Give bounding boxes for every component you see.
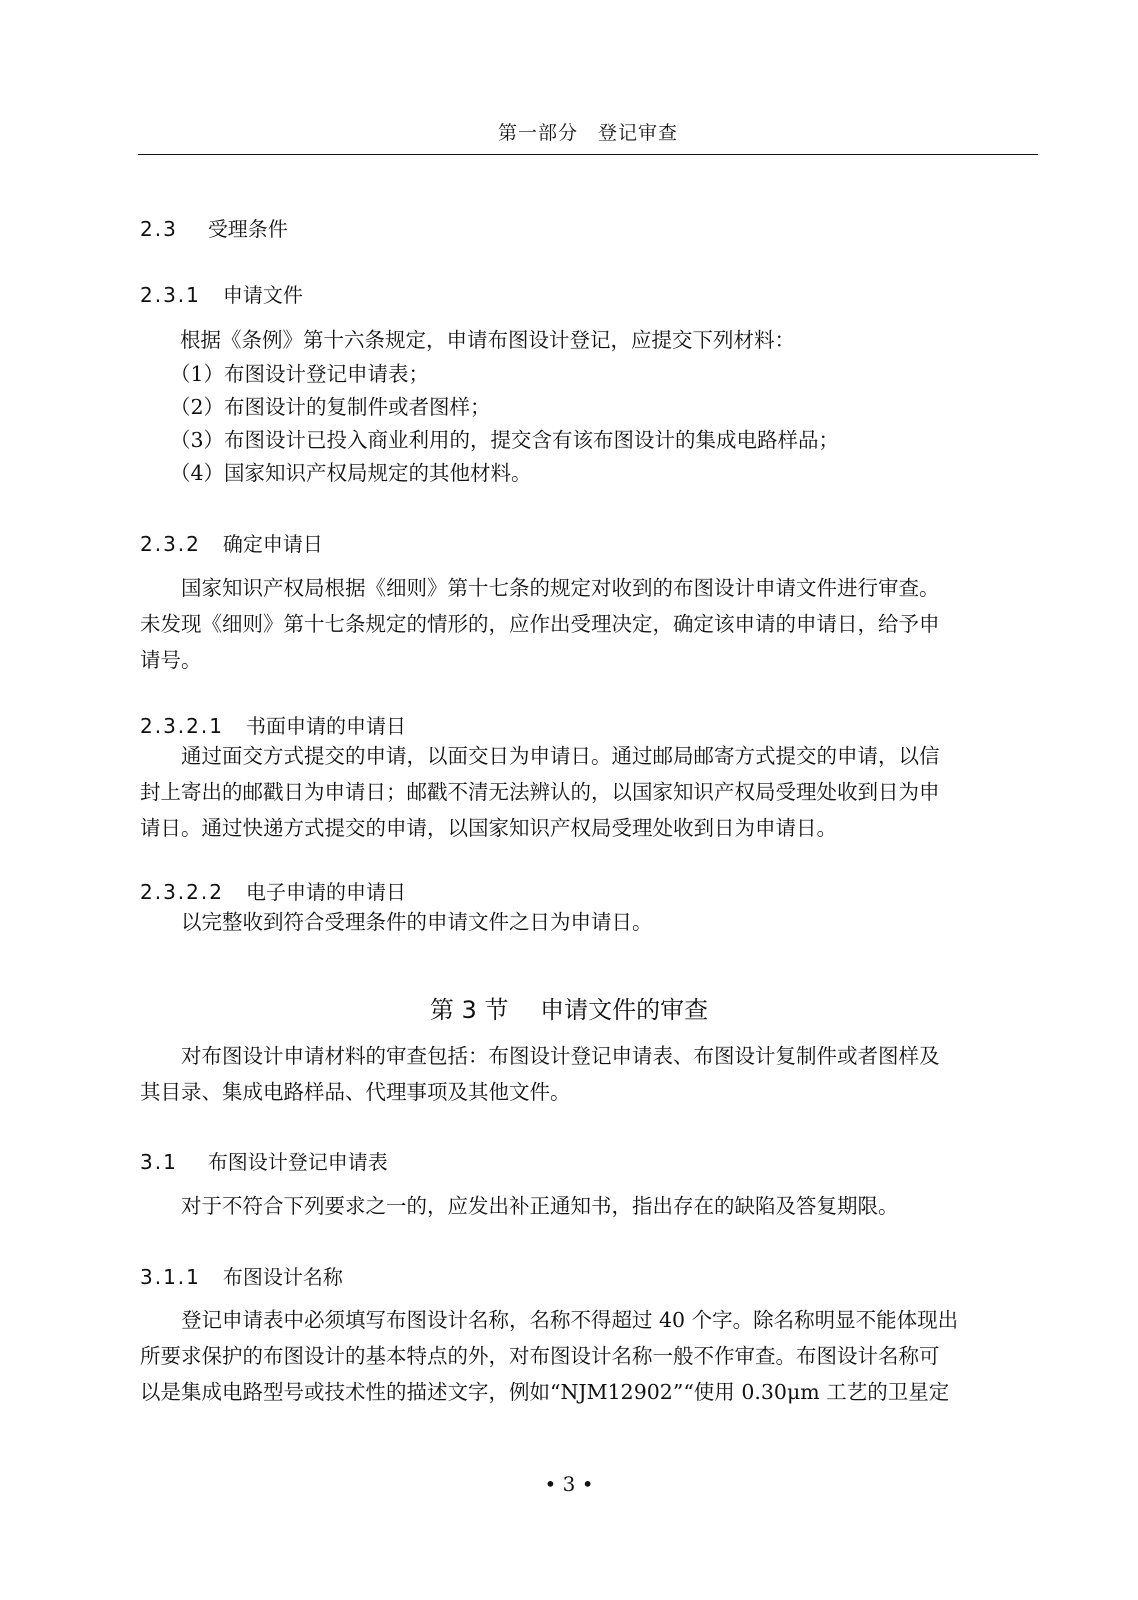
text-line: 以完整收到符合受理条件的申请文件之日为申请日。: [140, 910, 653, 934]
paragraph: [140, 1188, 1038, 1224]
text-line: 所要求保护的布图设计的基本特点的外，对布图设计名称一般不作审查。布图设计名称可: [140, 1344, 940, 1368]
text-line: 未发现《细则》第十七条规定的情形的，应作出受理决定，确定该申请的申请日，给予申: [140, 612, 940, 636]
text-line: 其目录、集成电路样品、代理事项及其他文件。: [140, 1080, 571, 1104]
text-line: 请日。通过快递方式提交的申请，以国家知识产权局受理处收到日为申请日。: [140, 816, 837, 840]
paragraph-intro: 根据《条例》第十六条规定，申请布图设计登记，应提交下列材料：: [180, 328, 795, 352]
header-rule: [138, 154, 1038, 155]
heading-number: 2.3.2.2: [140, 880, 224, 904]
page-number: • 3 •: [544, 1472, 594, 1496]
running-header: 第一部分 登记审查: [497, 122, 678, 144]
text-line: 对布图设计申请材料的审查包括：布图设计登记申请表、布图设计复制件或者图样及: [140, 1044, 940, 1068]
list-item: （1）布图设计登记申请表；: [170, 362, 430, 386]
heading-3-1-1: [140, 1261, 343, 1290]
heading-number: 3.1.1: [140, 1265, 201, 1289]
heading-title: 受理条件: [207, 217, 288, 241]
text-line: 封上寄出的邮戳日为申请日；邮戳不清无法辨认的，以国家知识产权局受理处收到日为申: [140, 780, 940, 804]
heading-title: 布图设计登记申请表: [207, 1150, 388, 1174]
heading-3-1: [140, 1146, 388, 1175]
list-item: （2）布图设计的复制件或者图样；: [170, 395, 491, 419]
heading-number: 2.3.2: [140, 532, 201, 556]
heading-2-3-2-2: [140, 876, 406, 905]
text-line: 国家知识产权局根据《细则》第十七条的规定对收到的布图设计申请文件进行审查。: [140, 576, 940, 600]
paragraph: [140, 1302, 1038, 1410]
heading-2-3-2-1: [140, 710, 406, 739]
heading-number: 2.3: [140, 217, 178, 241]
heading-title: 申请文件: [222, 283, 303, 307]
text-line: 请号。: [140, 648, 202, 672]
text-line: 以是集成电路型号或技术性的描述文字，例如“NJM12902”“使用 0.30μm 工艺的卫星定: [140, 1380, 950, 1404]
paragraph: [140, 570, 1038, 678]
heading-title: 确定申请日: [222, 532, 323, 556]
text-line: 通过面交方式提交的申请，以面交日为申请日。通过邮局邮寄方式提交的申请，以信: [140, 744, 940, 768]
heading-2-3-1: [140, 279, 303, 308]
list-item: （4）国家知识产权局规定的其他材料。: [170, 461, 532, 485]
section-title: 第 3 节 申请文件的审查: [429, 996, 709, 1024]
text-line: 登记申请表中必须填写布图设计名称，名称不得超过 40 个字。除名称明显不能体现出: [140, 1308, 959, 1332]
heading-number: 3.1: [140, 1150, 178, 1174]
heading-title: 电子申请的申请日: [245, 880, 406, 904]
text-line: 对于不符合下列要求之一的，应发出补正通知书，指出存在的缺陷及答复期限。: [140, 1194, 899, 1218]
heading-title: 布图设计名称: [222, 1265, 343, 1289]
paragraph: [140, 738, 1038, 846]
heading-2-3: [140, 213, 288, 242]
list-item: （3）布图设计已投入商业利用的，提交含有该布图设计的集成电路样品；: [170, 428, 840, 452]
paragraph: [140, 1038, 1038, 1110]
heading-title: 书面申请的申请日: [245, 714, 406, 738]
paragraph: [140, 904, 1038, 940]
heading-number: 2.3.1: [140, 283, 201, 307]
heading-number: 2.3.2.1: [140, 714, 224, 738]
heading-2-3-2: [140, 528, 323, 557]
